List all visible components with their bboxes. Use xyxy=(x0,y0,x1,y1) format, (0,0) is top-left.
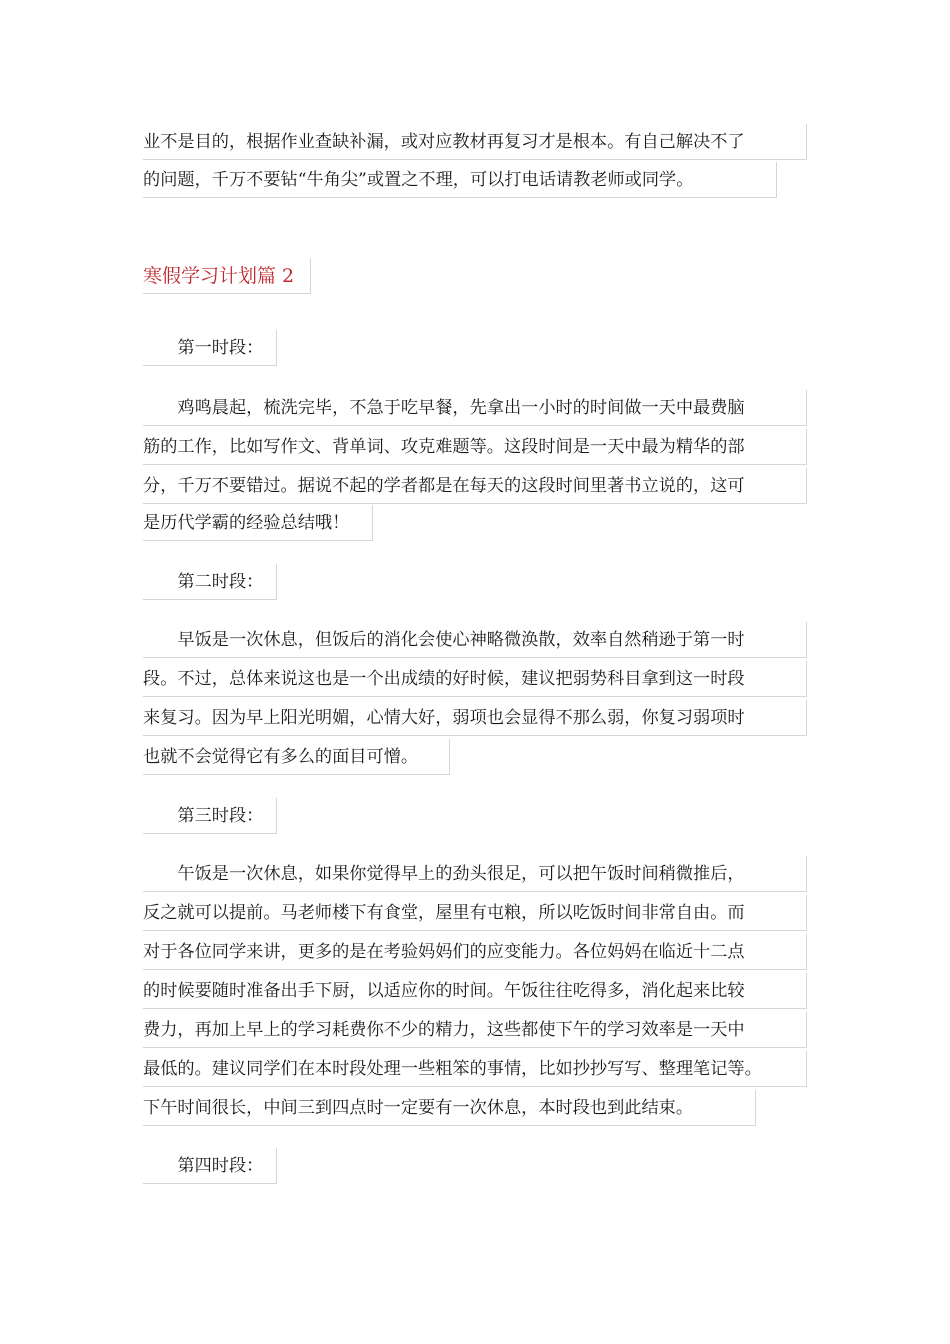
text-line: 是历代学霸的经验总结哦！ xyxy=(143,505,373,541)
text-line: 下午时间很长，中间三到四点时一定要有一次休息，本时段也到此结束。 xyxy=(143,1090,756,1126)
text-line: 早饭是一次休息，但饭后的消化会使心神略微涣散，效率自然稍逊于第一时 xyxy=(143,622,807,658)
text-line: 的问题，千万不要钻“牛角尖”或置之不理，可以打电话请教老师或同学。 xyxy=(143,162,777,198)
subheading-third-period: 第三时段： xyxy=(143,798,277,834)
text-line: 分，千万不要错过。据说不起的学者都是在每天的这段时间里著书立说的，这可 xyxy=(143,468,807,504)
text-line: 鸡鸣晨起，梳洗完毕，不急于吃早餐，先拿出一小时的时间做一天中最费脑 xyxy=(143,390,807,426)
section-title: 寒假学习计划篇 2 xyxy=(143,258,311,294)
text-line: 午饭是一次休息，如果你觉得早上的劲头很足，可以把午饭时间稍微推后， xyxy=(143,856,807,892)
text-line: 业不是目的，根据作业查缺补漏，或对应教材再复习才是根本。有自己解决不了 xyxy=(143,124,807,160)
text-line: 反之就可以提前。马老师楼下有食堂，屋里有屯粮，所以吃饭时间非常自由。而 xyxy=(143,895,807,931)
subheading-fourth-period: 第四时段： xyxy=(143,1148,277,1184)
text-line: 来复习。因为早上阳光明媚，心情大好，弱项也会显得不那么弱，你复习弱项时 xyxy=(143,700,807,736)
text-line: 也就不会觉得它有多么的面目可憎。 xyxy=(143,739,450,775)
subheading-first-period: 第一时段： xyxy=(143,330,277,366)
text-line: 段。不过，总体来说这也是一个出成绩的好时候，建议把弱势科目拿到这一时段 xyxy=(143,661,807,697)
text-line: 对于各位同学来讲，更多的是在考验妈妈们的应变能力。各位妈妈在临近十二点 xyxy=(143,934,807,970)
text-line: 费力，再加上早上的学习耗费你不少的精力，这些都使下午的学习效率是一天中 xyxy=(143,1012,807,1048)
text-line: 筋的工作，比如写作文、背单词、攻克难题等。这段时间是一天中最为精华的部 xyxy=(143,429,807,465)
text-line: 最低的。建议同学们在本时段处理一些粗笨的事情，比如抄抄写写、整理笔记等。 xyxy=(143,1051,807,1087)
text-line: 的时候要随时准备出手下厨，以适应你的时间。午饭往往吃得多，消化起来比较 xyxy=(143,973,807,1009)
subheading-second-period: 第二时段： xyxy=(143,564,277,600)
